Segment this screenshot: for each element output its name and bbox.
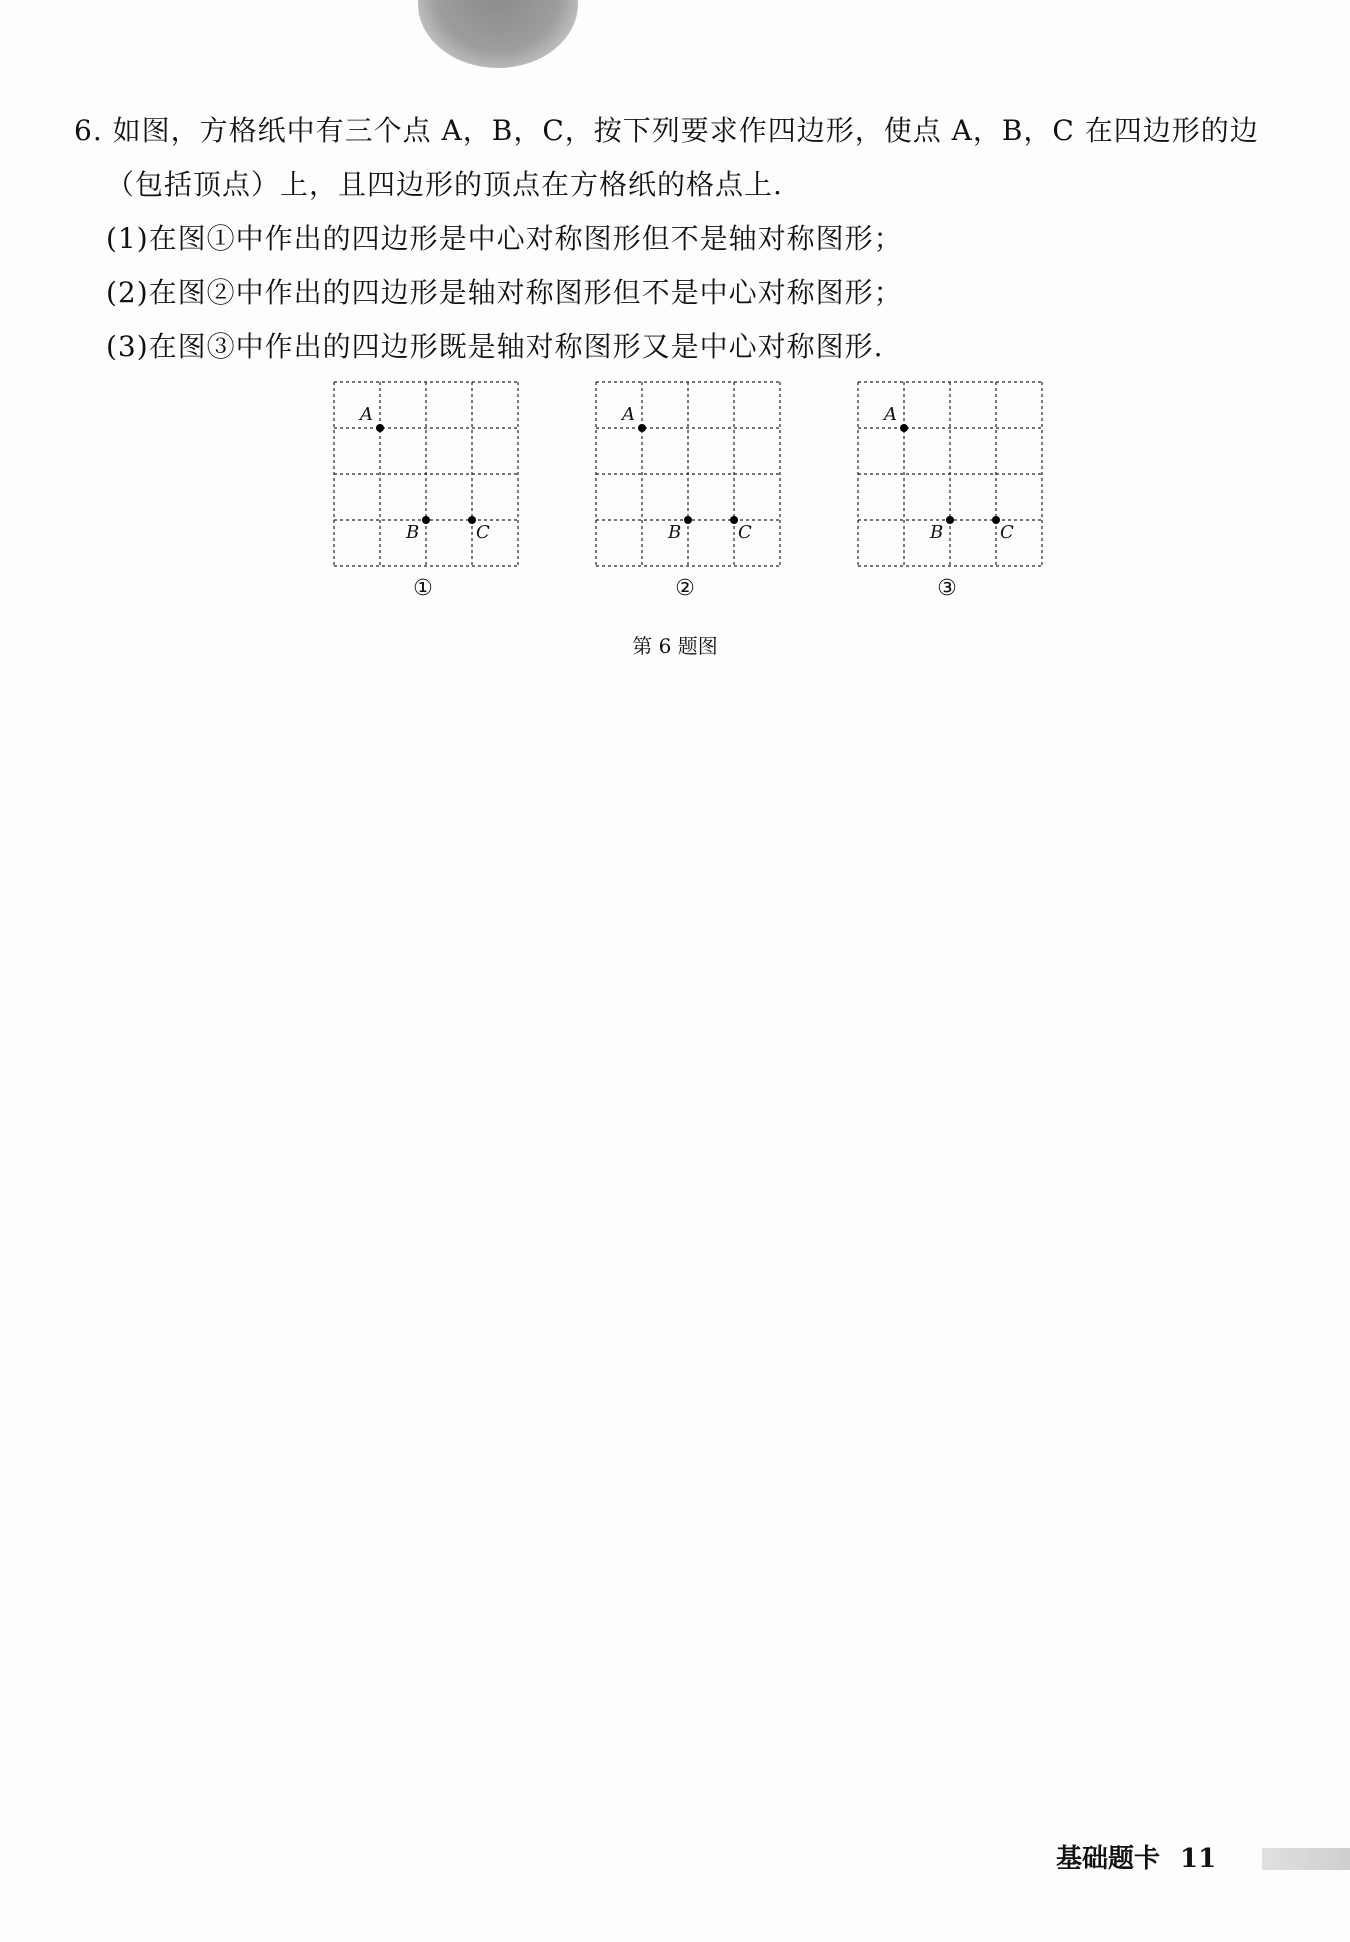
- point-label-c: C: [476, 522, 490, 543]
- point-label-a: A: [360, 404, 373, 425]
- grid-svg-3[interactable]: [854, 378, 1050, 574]
- top-decoration: [418, 0, 578, 68]
- problem-stem-line-2: （包括顶点）上，且四边形的顶点在方格纸的格点上.: [106, 168, 783, 201]
- page-number: 11: [1180, 1844, 1217, 1874]
- point-c[interactable]: [730, 516, 738, 524]
- problem-part-2: (2)在图②中作出的四边形是轴对称图形但不是中心对称图形；: [106, 276, 903, 309]
- figure-caption: 第 6 题图: [632, 634, 718, 658]
- problem-part-1: (1)在图①中作出的四边形是中心对称图形但不是轴对称图形；: [106, 222, 903, 255]
- figure-label-2: ②: [675, 576, 695, 601]
- point-c[interactable]: [468, 516, 476, 524]
- point-label-b: B: [930, 522, 944, 543]
- page-footer: [1056, 1838, 1216, 1875]
- footer-title: 基础题卡: [1056, 1844, 1161, 1874]
- figure-label-1: ①: [413, 576, 433, 601]
- point-b[interactable]: [422, 516, 430, 524]
- point-b[interactable]: [684, 516, 692, 524]
- point-a[interactable]: [900, 424, 908, 432]
- grid-figure-2[interactable]: [592, 378, 788, 608]
- problem-part-3: (3)在图③中作出的四边形既是轴对称图形又是中心对称图形.: [106, 330, 884, 363]
- point-label-b: B: [406, 522, 420, 543]
- grid-svg-2[interactable]: [592, 378, 788, 574]
- point-a[interactable]: [376, 424, 384, 432]
- problem-stem-line-1: 6. 如图，方格纸中有三个点 A，B，C，按下列要求作四边形，使点 A，B，C 在四边形的边: [74, 114, 1259, 147]
- figure-label-3: ③: [937, 576, 957, 601]
- grid-svg-1[interactable]: [330, 378, 526, 574]
- point-label-c: C: [1000, 522, 1014, 543]
- point-label-a: A: [622, 404, 635, 425]
- footer-decoration: [1262, 1848, 1350, 1870]
- point-b[interactable]: [946, 516, 954, 524]
- grid-figure-1[interactable]: [330, 378, 526, 608]
- point-label-b: B: [668, 522, 682, 543]
- point-label-c: C: [738, 522, 752, 543]
- point-c[interactable]: [992, 516, 1000, 524]
- problem-6: [74, 104, 1294, 374]
- point-label-a: A: [884, 404, 897, 425]
- point-a[interactable]: [638, 424, 646, 432]
- figure-row: [330, 378, 1050, 618]
- grid-figure-3[interactable]: [854, 378, 1050, 608]
